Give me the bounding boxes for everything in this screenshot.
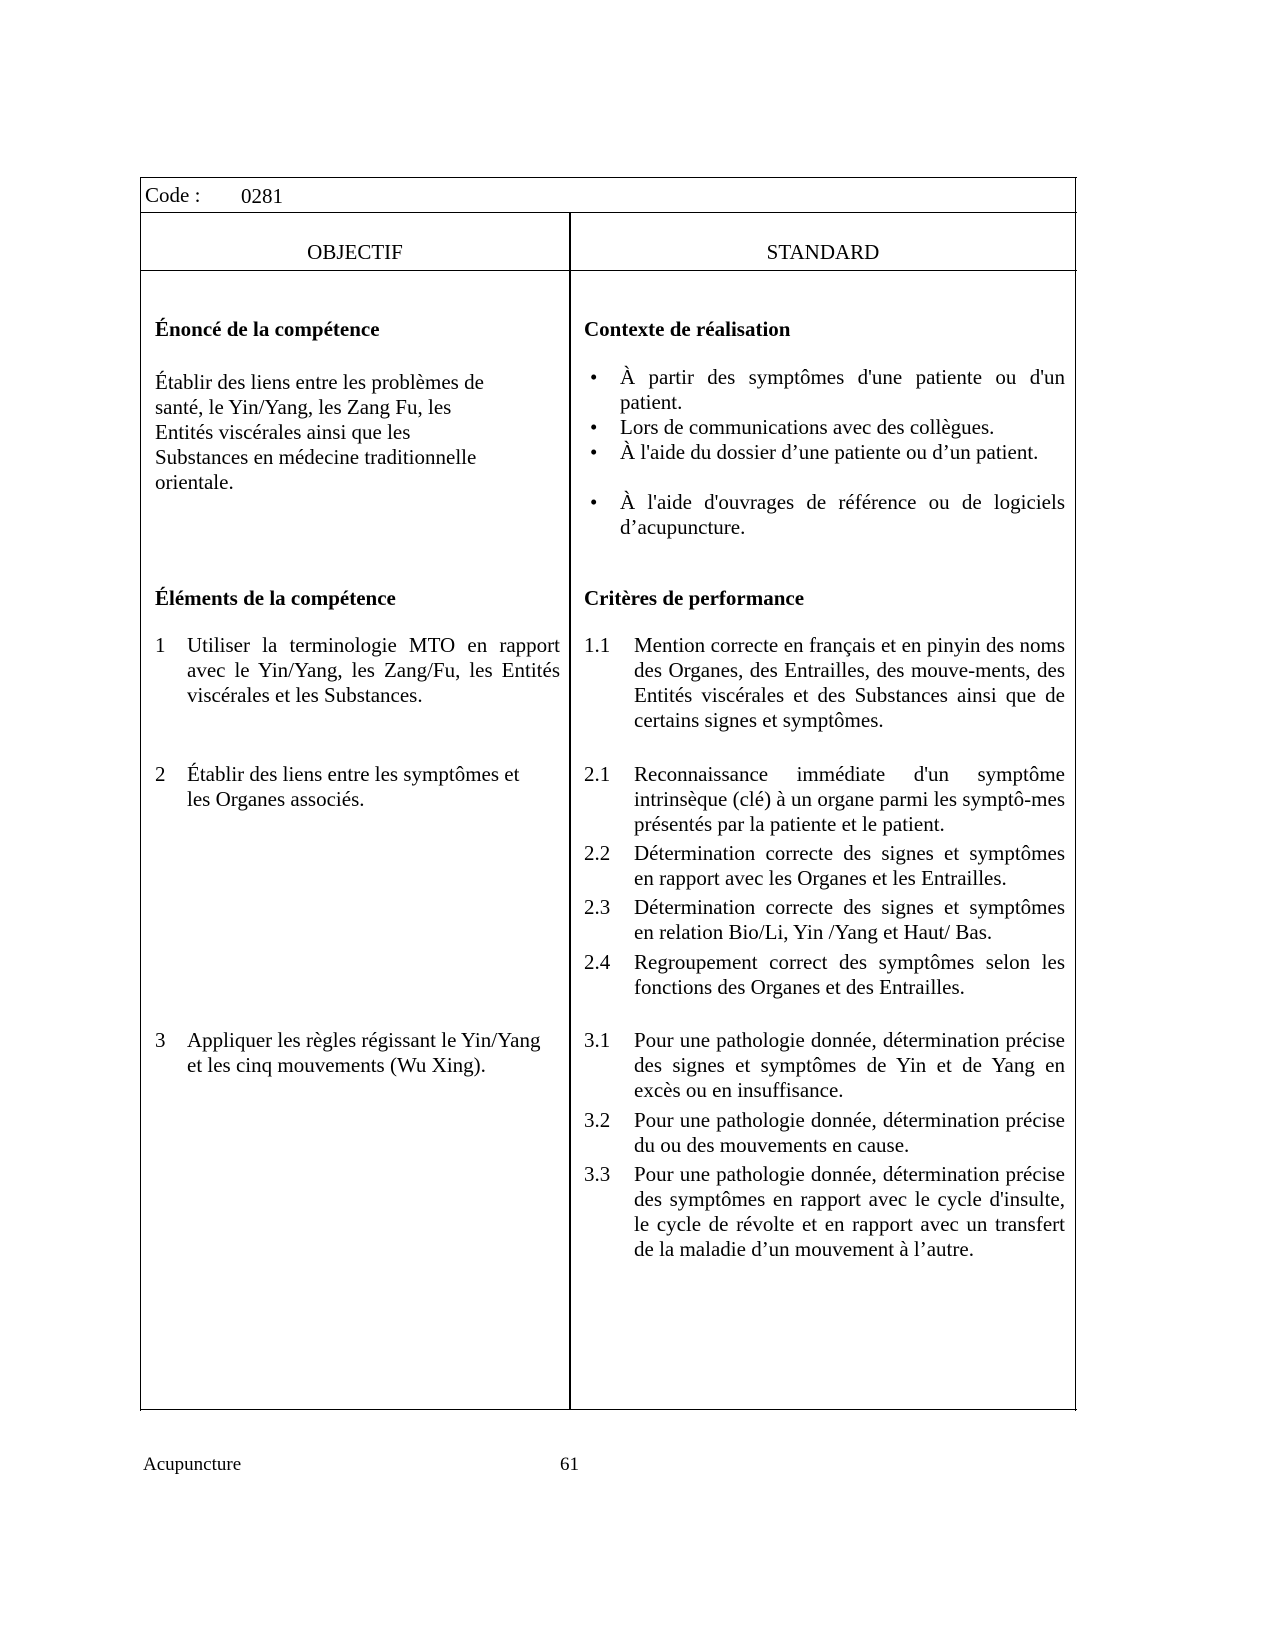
critere-text: Pour une pathologie donnée, détermination précise des signes et symptômes de Yin et de Yang en excès ou en insuffisance. [634,1028,1065,1102]
critere-number: 1.1 [584,633,611,657]
contexte-title: Contexte de réalisation [584,317,791,341]
bullet-text: Lors de communications avec des collègues. [620,415,995,439]
critere-item [584,895,1065,945]
bullet-text: À l'aide d'ouvrages de référence ou de logiciels d’acupuncture. [620,490,1065,539]
critere-text: Pour une pathologie donnée, détermination précise du ou des mouvements en cause. [634,1108,1065,1157]
contexte-bullet [590,490,1065,540]
enonce-title: Énoncé de la compétence [155,317,380,341]
critere-item [584,633,1065,733]
element-number: 3 [155,1028,166,1052]
element-number: 2 [155,762,166,786]
table-border-left [140,177,141,1411]
bullet-icon: • [590,490,598,514]
critere-number: 3.2 [584,1108,611,1132]
element-item [155,1028,560,1078]
code-label: Code : [145,183,201,207]
critere-number: 2.1 [584,762,611,786]
code-row-divider [140,212,1077,213]
header-objectif: OBJECTIF [307,240,403,264]
bullet-icon: • [590,440,598,464]
table-border-top [140,177,1077,178]
critere-item [584,950,1065,1000]
table-border-bottom [140,1409,1077,1410]
critere-text: Détermination correcte des signes et symptômes en rapport avec les Organes et les Entrailles. [634,841,1065,890]
critere-text: Regroupement correct des symptômes selon les fonctions des Organes et des Entrailles. [634,950,1065,999]
critere-number: 2.3 [584,895,611,919]
element-item [155,762,545,812]
critere-item [584,1108,1065,1158]
contexte-bullet [590,365,1065,415]
critere-number: 3.1 [584,1028,611,1052]
enonce-text: Établir des liens entre les problèmes de santé, le Yin/Yang, les Zang Fu, les Entités viscérales ainsi que les Substances en médecine traditionnelle orientale. [155,370,484,494]
contexte-bullet [590,415,1065,440]
critere-number: 2.2 [584,841,611,865]
element-number: 1 [155,633,166,657]
critere-item [584,1162,1065,1262]
elements-title: Éléments de la compétence [155,586,396,610]
column-divider [569,212,571,1410]
critere-text: Détermination correcte des signes et symptômes en relation Bio/Li, Yin /Yang et Haut/ Bas. [634,895,1065,944]
critere-text: Reconnaissance immédiate d'un symptôme intrinsèque (clé) à un organe parmi les symptô-mes présentés par la patiente et le patient. [634,762,1065,836]
contexte-bullet [590,440,1065,465]
table-border-right [1075,177,1076,1411]
critere-text: Mention correcte en français et en pinyin des noms des Organes, des Entrailles, des mouve-ments, des Entités viscérales et des Substances ainsi que de certains signes et symptômes. [634,633,1065,732]
footer-title: Acupuncture [143,1454,242,1475]
bullet-icon: • [590,415,598,439]
critere-item [584,841,1065,891]
bullet-icon: • [590,365,598,389]
critere-item [584,762,1065,837]
element-text: Appliquer les règles régissant le Yin/Yang et les cinq mouvements (Wu Xing). [187,1028,541,1077]
header-standard: STANDARD [766,240,880,264]
bullet-text: À l'aide du dossier d’une patiente ou d’un patient. [620,440,1039,464]
header-row-divider [140,270,1077,271]
bullet-text: À partir des symptômes d'une patiente ou d'un patient. [620,365,1065,414]
critere-number: 2.4 [584,950,611,974]
page-number: 61 [560,1454,579,1475]
critere-text: Pour une pathologie donnée, détermination précise des symptômes en rapport avec le cycle d'insulte, le cycle de révolte et en rapport avec un transfert de la maladie d’un mouvement à l’autre. [634,1162,1065,1261]
critere-number: 3.3 [584,1162,611,1186]
element-text: Utiliser la terminologie MTO en rapport avec le Yin/Yang, les Zang/Fu, les Entités viscérales et les Substances. [187,633,560,707]
code-value: 0281 [241,184,283,208]
element-item [155,633,560,708]
critere-item [584,1028,1065,1103]
criteres-title: Critères de performance [584,586,805,610]
element-text: Établir des liens entre les symptômes et les Organes associés. [187,762,520,811]
